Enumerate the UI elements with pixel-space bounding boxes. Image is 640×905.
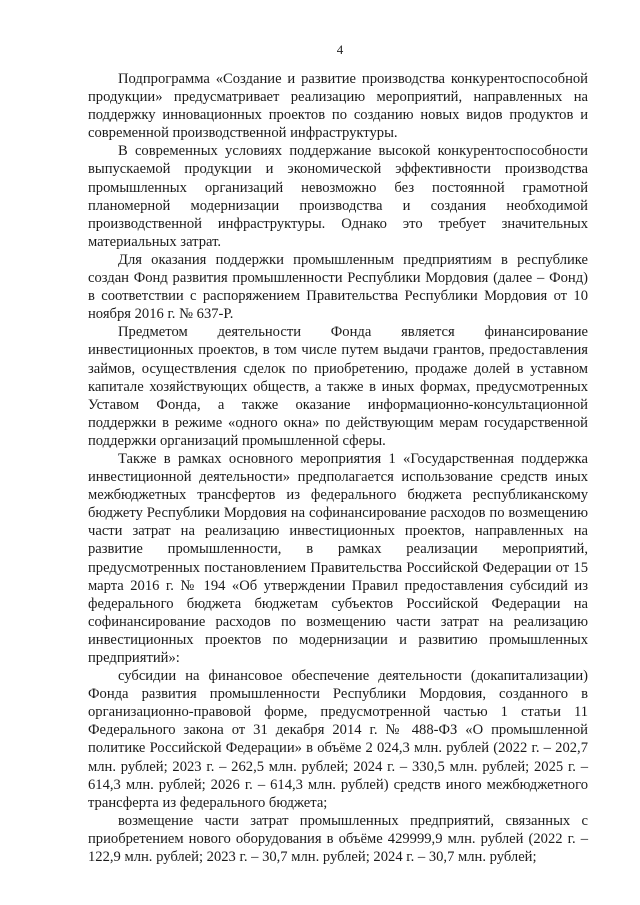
paragraph: Также в рамках основного мероприятия 1 «Государственная поддержка инвестиционной деятельности» предполагается использование средств иных межбюджетных трансфертов из федерального бюджета республиканскому бюджету Республики Мордовия на софинансирование расходов по возмещению части затрат на реализацию инвестиционных проектов, направленных на развитие промышленности, в рамках реализации мероприятий, предусмотренных постановлением Правительства Российской Федерации от 15 марта 2016 г. № 194 «Об утверждении Правил предоставления субсидий из федерального бюджета бюджетам субъектов Российской Федерации на софинансирование расходов по возмещению части затрат на реализацию инвестиционных проектов по модернизации и развитию промышленных предприятий»:	[88, 450, 588, 666]
paragraph: В современных условиях поддержание высокой конкурентоспособности выпускаемой продукции и экономической эффективности производства промышленных организаций невозможно без постоянной грамотной планомерной модернизации производства и создания необходимой производственной инфраструктуры. Однако это требует значительных материальных затрат.	[88, 143, 588, 250]
page-number: 4	[336, 42, 344, 57]
paragraph: субсидии на финансовое обеспечение деятельности (докапитализации) Фонда развития промышленности Республики Мордовия, созданного в организационно-правовой форме, предусмотренной частью 1 статьи 11 Федерального закона от 31 декабря 2014 г. № 488-ФЗ «О промышленной политике Российской Федерации» в объёме 2 024,3 млн. рублей (2022 г. – 202,7 млн. рублей; 2023 г. – 262,5 млн. рублей; 2024 г. – 330,5 млн. рублей; 2025 г. – 614,3 млн. рублей; 2026 г. – 614,3 млн. рублей) средств иного межбюджетного трансферта из федерального бюджета;	[88, 668, 588, 811]
paragraph: Подпрограмма «Создание и развитие производства конкурентоспособной продукции» предусматривает реализацию мероприятий, направленных на поддержку инновационных проектов по созданию новых видов продуктов и современной производственной инфраструктуры.	[88, 71, 588, 142]
paragraph: Для оказания поддержки промышленным предприятиям в республике создан Фонд развития промышленности Республики Мордовия (далее – Фонд) в соответствии с распоряжением Правительства Республики Мордовия от 10 ноября 2016 г. № 637-Р.	[88, 251, 588, 323]
paragraph: Предметом деятельности Фонда является финансирование инвестиционных проектов, в том числе путем выдачи грантов, предоставления займов, осуществления сделок по приобретению, продаже долей в уставном капитале хозяйствующих обществ, а также в иных формах, предусмотренных Уставом Фонда, а также оказание информационно-консультационной поддержки в режиме «одного окна» по действующим мерам государственной поддержки организаций промышленной сферы.	[88, 324, 588, 449]
paragraph: возмещение части затрат промышленных предприятий, связанных с приобретением нового оборудования в объёме 429999,9 млн. рублей (2022 г. – 122,9 млн. рублей; 2023 г. – 30,7 млн. рублей; 2024 г. – 30,7 млн. рублей;	[88, 812, 588, 866]
document-body	[88, 70, 588, 866]
